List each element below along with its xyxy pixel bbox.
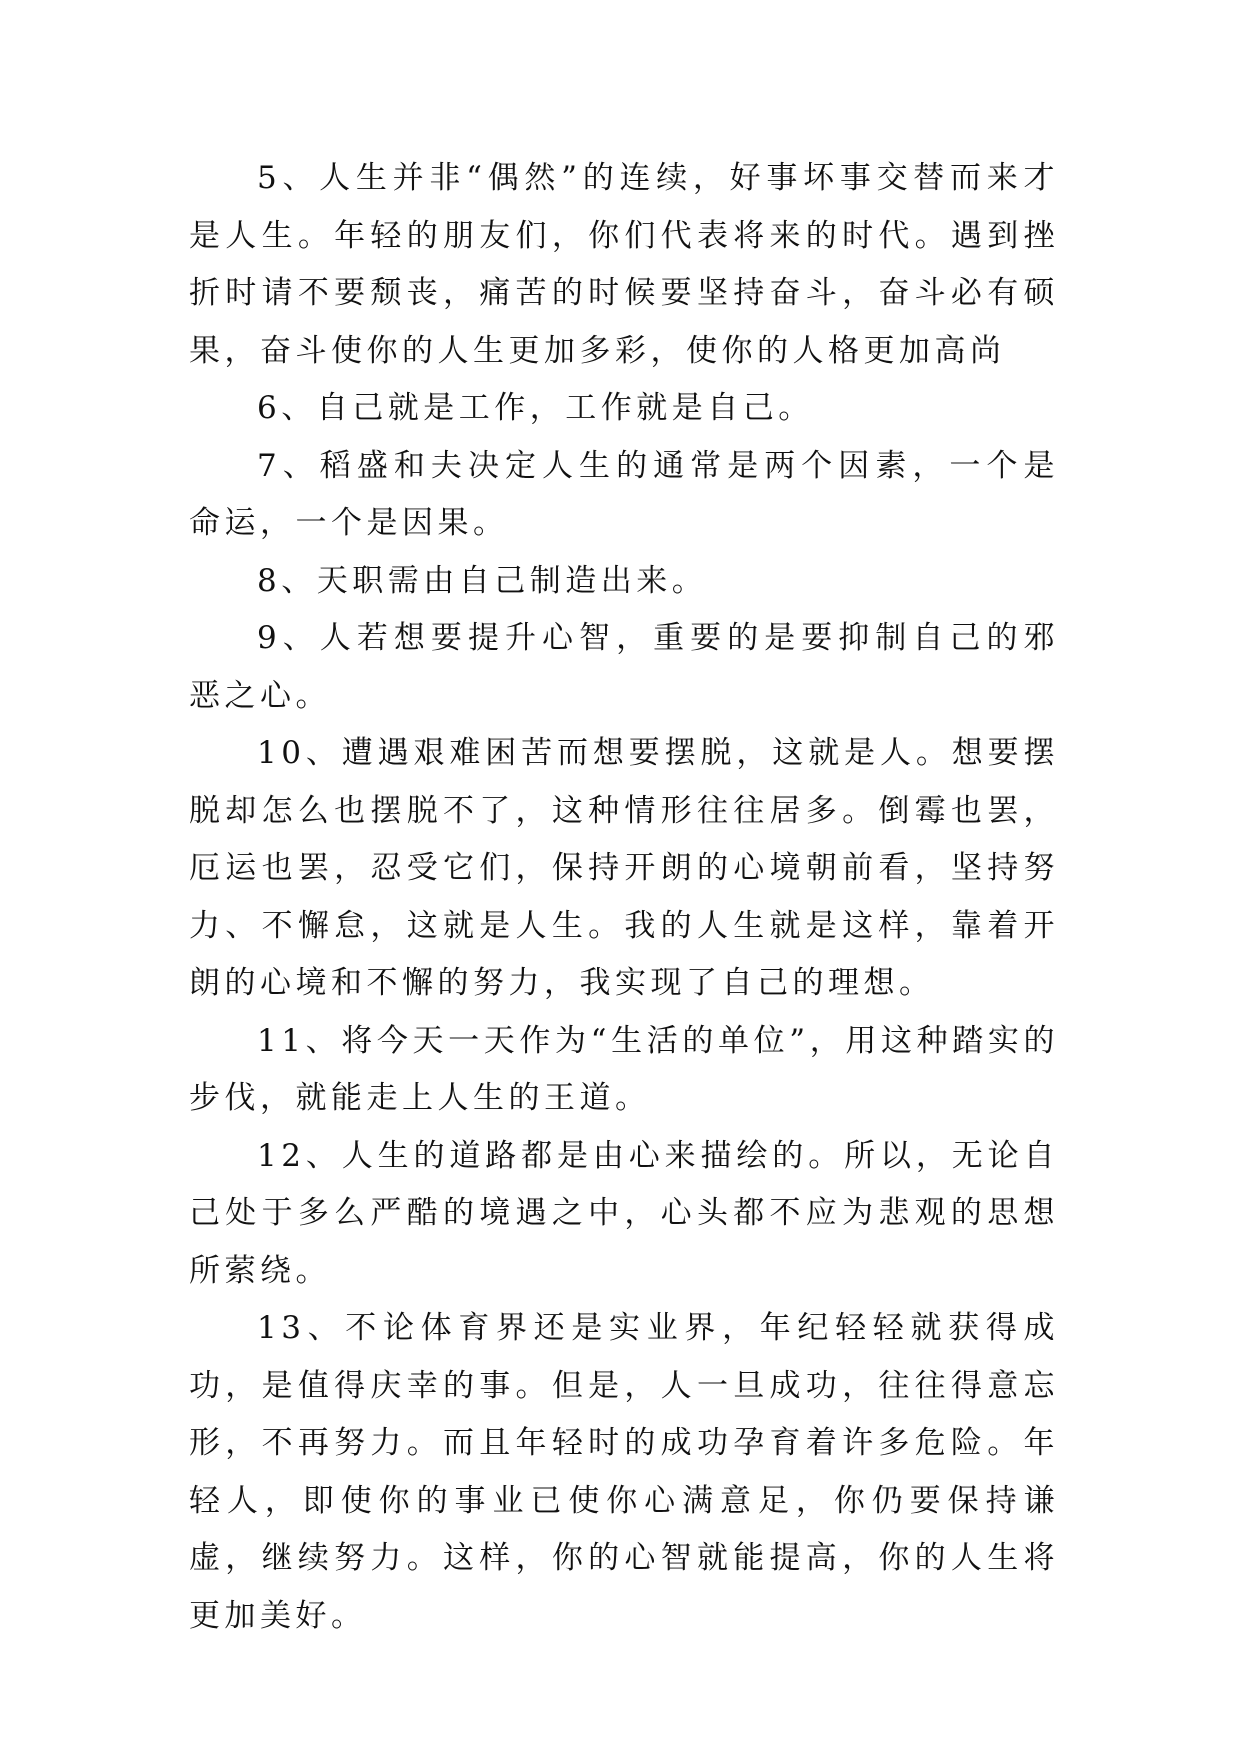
paragraph-13: 13、不论体育界还是实业界，年纪轻轻就获得成功，是值得庆幸的事。但是，人一旦成功，往往得意忘形，不再努力。而且年轻时的成功孕育着许多危险。年轻人，即使你的事业已使你心满意足，你仍要保持谦虚，继续努力。这样，你的心智就能提高，你的人生将更加美好。 [189,1310,1059,1634]
paragraph-12: 12、人生的道路都是由心来描绘的。所以，无论自己处于多么严酷的境遇之中，心头都不应为悲观的思想所萦绕。 [189,1137,1059,1289]
paragraph-6: 6、自己就是工作，工作就是自己。 [257,390,814,426]
paragraph-10: 10、遭遇艰难困苦而想要摆脱，这就是人。想要摆脱却怎么也摆脱不了，这种情形往往居多。倒霉也罢，厄运也罢，忍受它们，保持开朗的心境朝前看，坚持努力、不懈怠，这就是人生。我的人生就是这样，靠着开朗的心境和不懈的努力，我实现了自己的理想。 [189,735,1059,1001]
paragraph-8: 8、天职需由自己制造出来。 [257,562,708,599]
paragraph-9: 9、人若想要提升心智，重要的是要抑制自己的邪恶之心。 [189,620,1059,714]
paragraph-5: 5、人生并非“偶然”的连续，好事坏事交替而来才是人生。年轻的朋友们，你们代表将来的时代。遇到挫折时请不要颓丧，痛苦的时候要坚持奋斗，奋斗必有硕果，奋斗使你的人生更加多彩，使你的人格更加高尚 [189,160,1059,369]
paragraph-7: 7、稻盛和夫决定人生的通常是两个因素，一个是命运，一个是因果。 [189,447,1059,541]
paragraph-11: 11、将今天一天作为“生活的单位”，用这种踏实的步伐，就能走上人生的王道。 [189,1022,1059,1116]
body-text [189,150,1059,1645]
